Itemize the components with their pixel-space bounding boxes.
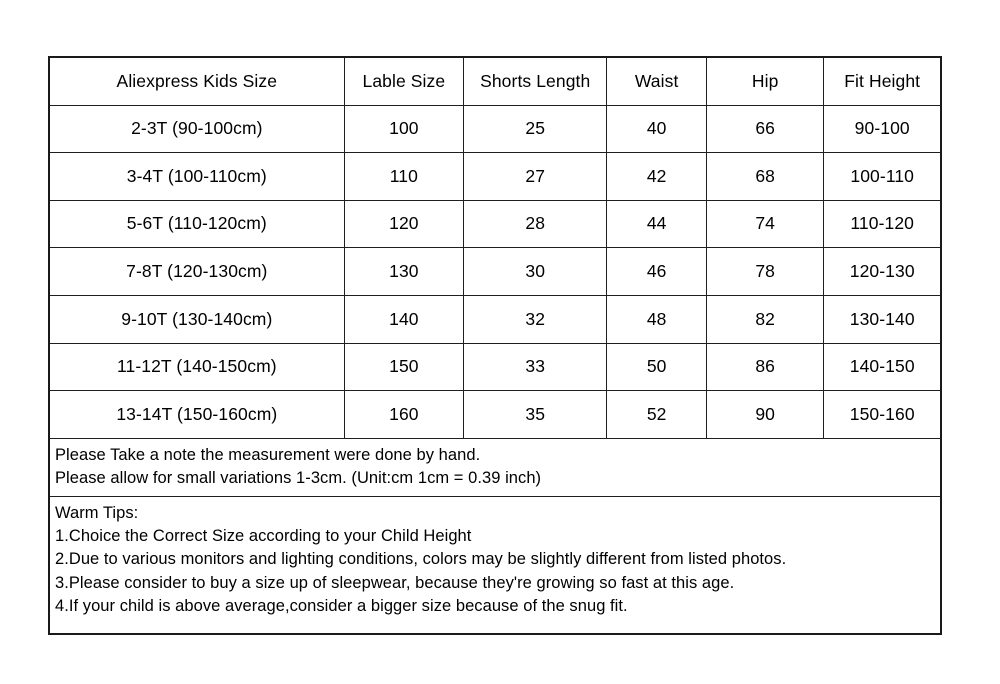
cell-kids-size: 9-10T (130-140cm) <box>50 295 344 343</box>
cell-kids-size: 7-8T (120-130cm) <box>50 248 344 296</box>
table-row <box>50 200 940 248</box>
cell-lable-size: 110 <box>344 153 463 201</box>
cell-lable-size: 100 <box>344 105 463 153</box>
column-header-fit-height: Fit Height <box>824 58 940 105</box>
warm-tip-item-2: 2.Due to various monitors and lighting conditions, colors may be slightly different from listed photos. <box>55 550 787 569</box>
cell-lable-size: 140 <box>344 295 463 343</box>
column-header-hip: Hip <box>706 58 823 105</box>
column-header-lable-size: Lable Size <box>344 58 463 105</box>
cell-kids-size: 5-6T (110-120cm) <box>50 200 344 248</box>
cell-waist: 44 <box>607 200 707 248</box>
cell-fit-height: 100-110 <box>824 153 940 201</box>
cell-hip: 78 <box>706 248 823 296</box>
measurement-note <box>50 439 940 497</box>
table-row <box>50 153 940 201</box>
cell-waist: 52 <box>607 391 707 439</box>
cell-waist: 48 <box>607 295 707 343</box>
cell-fit-height: 140-150 <box>824 343 940 391</box>
cell-fit-height: 130-140 <box>824 295 940 343</box>
measurement-note-line-1: Please Take a note the measurement were done by hand. <box>55 445 481 464</box>
cell-waist: 42 <box>607 153 707 201</box>
table-body <box>50 105 940 438</box>
cell-kids-size: 13-14T (150-160cm) <box>50 391 344 439</box>
cell-fit-height: 90-100 <box>824 105 940 153</box>
size-table <box>50 58 940 439</box>
warm-tip-item-1: 1.Choice the Correct Size according to your Child Height <box>55 527 472 546</box>
column-header-waist: Waist <box>607 58 707 105</box>
cell-shorts-length: 33 <box>464 343 607 391</box>
warm-tip-item-4: 4.If your child is above average,consider a bigger size because of the snug fit. <box>55 597 628 616</box>
cell-shorts-length: 25 <box>464 105 607 153</box>
cell-fit-height: 150-160 <box>824 391 940 439</box>
cell-lable-size: 160 <box>344 391 463 439</box>
cell-hip: 86 <box>706 343 823 391</box>
table-row <box>50 295 940 343</box>
cell-lable-size: 150 <box>344 343 463 391</box>
cell-shorts-length: 30 <box>464 248 607 296</box>
table-header <box>50 58 940 105</box>
table-row <box>50 248 940 296</box>
cell-waist: 50 <box>607 343 707 391</box>
warm-tip-item-3: 3.Please consider to buy a size up of sleepwear, because they're growing so fast at this age. <box>55 573 735 592</box>
cell-kids-size: 2-3T (90-100cm) <box>50 105 344 153</box>
table-row <box>50 105 940 153</box>
cell-hip: 90 <box>706 391 823 439</box>
table-header-row <box>50 58 940 105</box>
cell-hip: 82 <box>706 295 823 343</box>
cell-waist: 40 <box>607 105 707 153</box>
cell-kids-size: 3-4T (100-110cm) <box>50 153 344 201</box>
cell-fit-height: 110-120 <box>824 200 940 248</box>
warm-tips-section <box>50 497 940 621</box>
cell-shorts-length: 32 <box>464 295 607 343</box>
cell-fit-height: 120-130 <box>824 248 940 296</box>
column-header-aliexpress-kids-size: Aliexpress Kids Size <box>50 58 344 105</box>
cell-waist: 46 <box>607 248 707 296</box>
measurement-note-line-2: Please allow for small variations 1-3cm. (Unit:cm 1cm = 0.39 inch) <box>55 469 542 488</box>
cell-lable-size: 120 <box>344 200 463 248</box>
cell-lable-size: 130 <box>344 248 463 296</box>
table-row <box>50 343 940 391</box>
cell-shorts-length: 35 <box>464 391 607 439</box>
warm-tips-title: Warm Tips: <box>55 503 139 522</box>
column-header-shorts-length: Shorts Length <box>464 58 607 105</box>
table-row <box>50 391 940 439</box>
cell-shorts-length: 28 <box>464 200 607 248</box>
cell-hip: 68 <box>706 153 823 201</box>
cell-kids-size: 11-12T (140-150cm) <box>50 343 344 391</box>
cell-hip: 74 <box>706 200 823 248</box>
cell-shorts-length: 27 <box>464 153 607 201</box>
cell-hip: 66 <box>706 105 823 153</box>
size-chart-frame <box>48 56 942 635</box>
